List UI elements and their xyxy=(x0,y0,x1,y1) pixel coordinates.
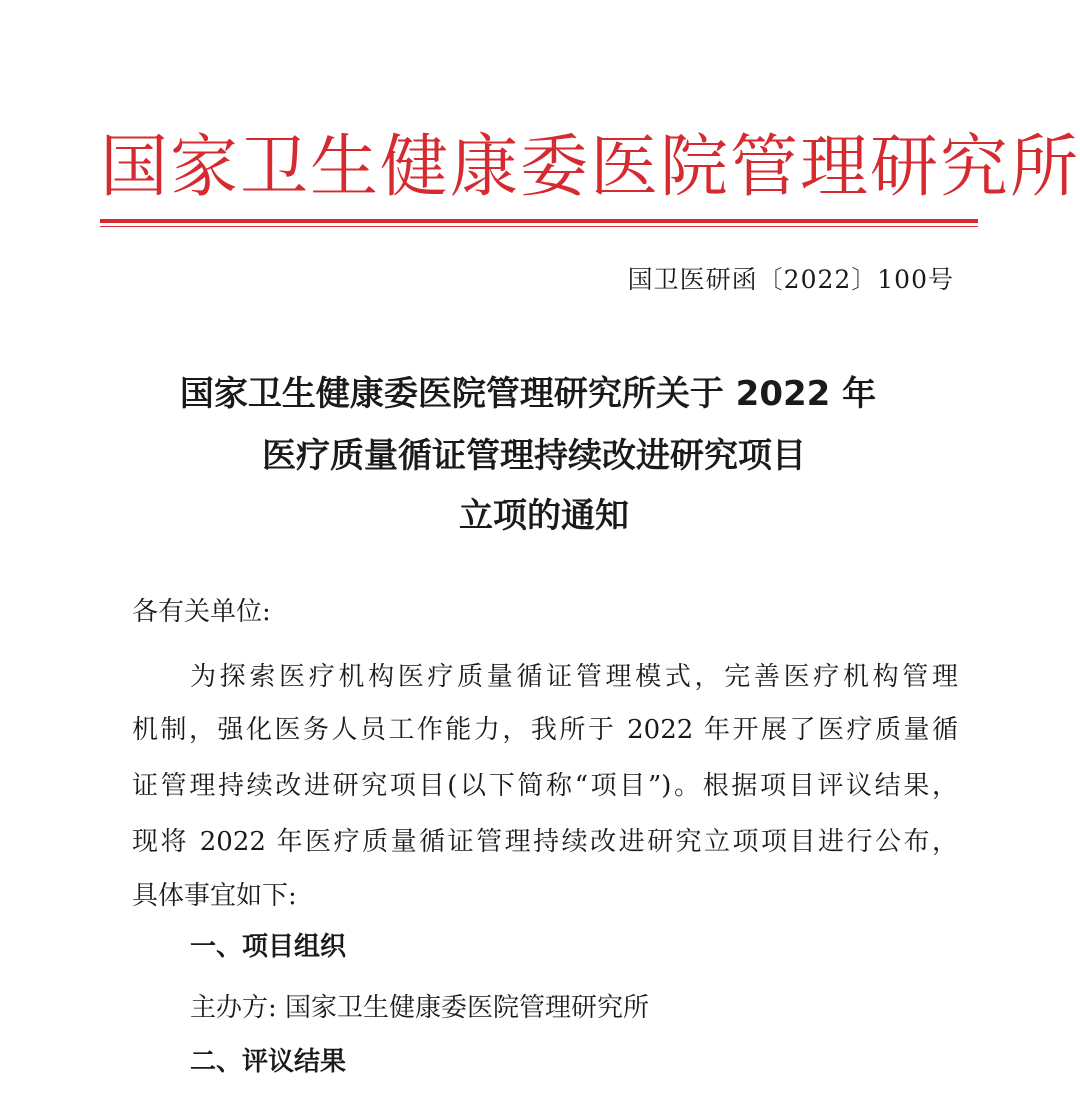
letterhead-title: 国家卫生健康委医院管理研究所 xyxy=(100,128,1080,207)
body-line-2: 机制，强化医务人员工作能力，我所于 2022 年开展了医疗质量循 xyxy=(132,715,958,745)
organizer-line: 主办方: 国家卫生健康委医院管理研究所 xyxy=(190,993,650,1023)
body-line-5: 具体事宜如下: xyxy=(132,881,297,911)
document-title-line-1: 国家卫生健康委医院管理研究所关于 2022 年 xyxy=(179,374,877,414)
body-line-1: 为探索医疗机构医疗质量循证管理模式，完善医疗机构管理 xyxy=(190,662,958,692)
section-heading-organization: 一、项目组织 xyxy=(190,932,347,962)
body-line-4: 现将 2022 年医疗质量循证管理持续改进研究立项项目进行公布， xyxy=(132,827,958,857)
letterhead-rule-thick xyxy=(100,219,978,223)
body-line-3: 证管理持续改进研究项目(以下简称“项目”)。根据项目评议结果， xyxy=(132,771,958,801)
salutation: 各有关单位: xyxy=(132,597,271,627)
section-heading-review-results: 二、评议结果 xyxy=(190,1047,347,1077)
document-number: 国卫医研函〔2022〕100号 xyxy=(627,265,954,294)
document-title-line-3: 立项的通知 xyxy=(459,496,629,536)
document-title-line-2: 医疗质量循证管理持续改进研究项目 xyxy=(262,436,806,476)
letterhead-rule-thin xyxy=(100,226,978,227)
